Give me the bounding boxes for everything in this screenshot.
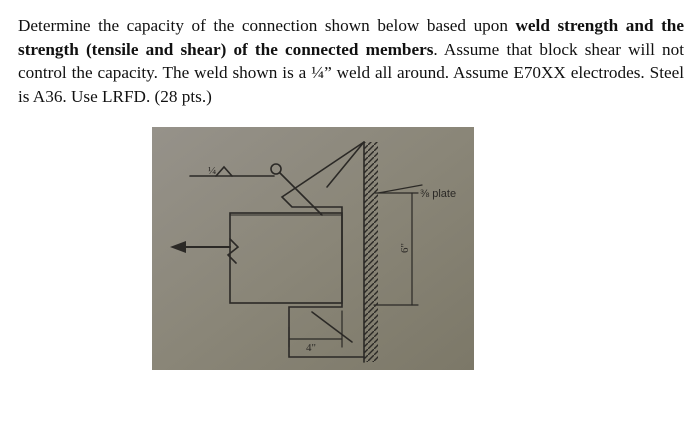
photo-background (152, 127, 474, 370)
connection-figure (152, 127, 474, 370)
dim-4-label: 4" (306, 342, 316, 354)
weld-size-label: ¼ (208, 165, 217, 177)
dim-6-label: 6" (399, 243, 411, 253)
connection-drawing (152, 127, 474, 370)
problem-statement (18, 14, 684, 108)
plate-label: ⅜ plate (420, 188, 457, 200)
problem-text-1: Determine the capacity of the connection shown below based upon (18, 16, 516, 35)
problem-text-2: . Assume that block shear will not control the capacity. The weld shown is a ¼” weld all around. Assume E70XX electrodes. Steel is A36. Use LRFD. (28 pts.) (18, 39, 684, 106)
problem-bold-phrase: weld strength and the strength (tensile and shear) of the connected members (18, 16, 684, 59)
support-hatching (364, 142, 378, 362)
